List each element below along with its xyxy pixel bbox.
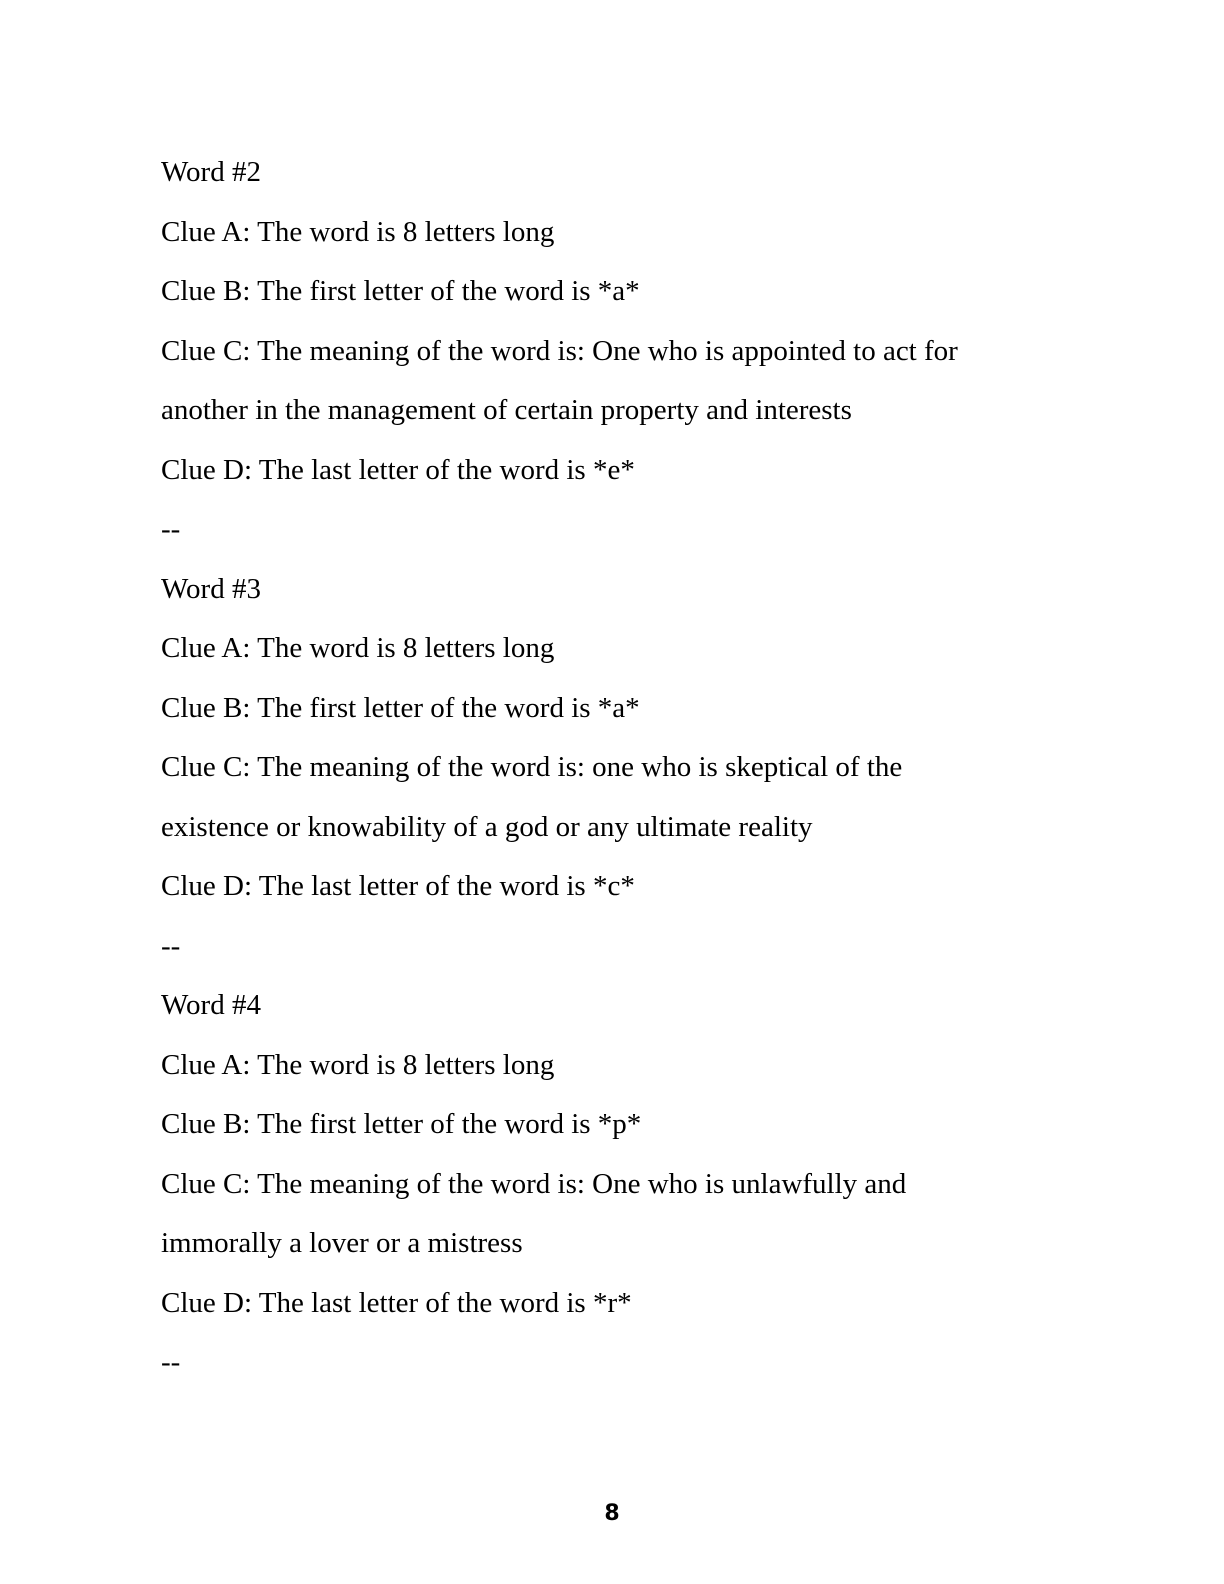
clue-b: Clue B: The first letter of the word is *a* — [161, 691, 640, 724]
word-block — [161, 143, 1061, 560]
clue-b: Clue B: The first letter of the word is *a* — [161, 275, 640, 307]
separator: -- — [161, 1346, 181, 1378]
word-block — [161, 560, 1061, 977]
clue-d: Clue D: The last letter of the word is *c* — [161, 870, 635, 902]
clue-b: Clue B: The first letter of the word is *p* — [161, 1108, 642, 1140]
separator: -- — [161, 929, 181, 962]
word-block — [161, 976, 1061, 1393]
page-number: 8 — [604, 1501, 620, 1526]
clue-d: Clue D: The last letter of the word is *e* — [161, 453, 635, 486]
clue-c-line-1: Clue C: The meaning of the word is: One who is unlawfully and — [161, 1167, 907, 1200]
word-heading: Word #3 — [161, 572, 261, 605]
clue-a: Clue A: The word is 8 letters long — [161, 215, 555, 248]
clue-a: Clue A: The word is 8 letters long — [161, 632, 555, 664]
word-heading: Word #4 — [161, 989, 261, 1021]
clue-c-line-1: Clue C: The meaning of the word is: One who is appointed to act for — [161, 334, 958, 367]
clue-c-line-2: existence or knowability of a god or any ultimate reality — [161, 810, 813, 843]
word-heading: Word #2 — [161, 156, 261, 188]
separator: -- — [161, 513, 181, 545]
clue-c-line-2: another in the management of certain property and interests — [161, 394, 852, 426]
clue-c-line-2: immorally a lover or a mistress — [161, 1227, 523, 1259]
clue-a: Clue A: The word is 8 letters long — [161, 1048, 555, 1081]
clue-d: Clue D: The last letter of the word is *r* — [161, 1286, 632, 1319]
document-body — [161, 143, 1061, 1393]
clue-c-line-1: Clue C: The meaning of the word is: one who is skeptical of the — [161, 751, 903, 783]
